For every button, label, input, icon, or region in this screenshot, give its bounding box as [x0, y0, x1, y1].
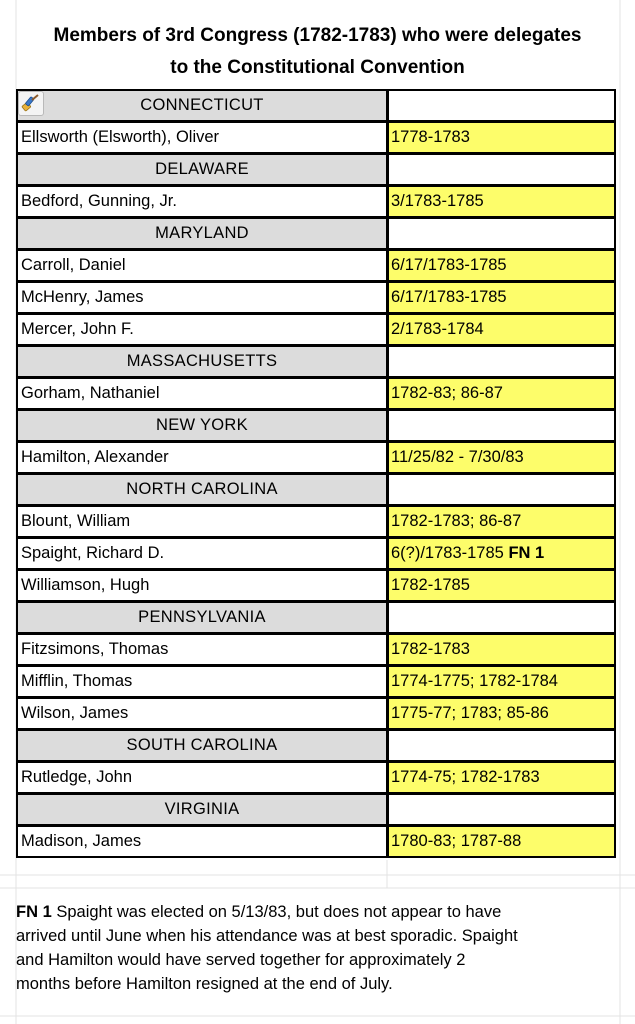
member-name-cell[interactable]: Spaight, Richard D.: [16, 537, 388, 570]
footnote-line-1: FN 1 Spaight was elected on 5/13/83, but does not appear to have: [16, 903, 502, 921]
table-row: [16, 825, 616, 858]
years-text: 1774-1775; 1782-1784: [391, 672, 558, 690]
years-cell[interactable]: [387, 281, 616, 314]
member-name-cell[interactable]: Williamson, Hugh: [16, 569, 388, 602]
member-name-cell[interactable]: Carroll, Daniel: [16, 249, 388, 282]
empty-cell[interactable]: [387, 729, 616, 762]
empty-cell[interactable]: [387, 217, 616, 250]
member-name-cell[interactable]: Gorham, Nathaniel: [16, 377, 388, 410]
footnote-reference: FN 1: [508, 544, 545, 562]
years-cell[interactable]: [387, 825, 616, 858]
empty-cell[interactable]: [387, 89, 616, 122]
years-cell[interactable]: [387, 697, 616, 730]
state-name-cell[interactable]: NORTH CAROLINA: [16, 473, 388, 506]
footnote-label: FN 1: [16, 903, 52, 921]
state-header-row: [16, 473, 616, 506]
paste-format-button[interactable]: [18, 91, 44, 116]
empty-cell[interactable]: [387, 409, 616, 442]
member-name-cell[interactable]: Madison, James: [16, 825, 388, 858]
table-row: [16, 505, 616, 538]
footnote-line-3: and Hamilton would have served together for approximately 2: [16, 951, 466, 969]
years-text: 1782-1783: [391, 640, 470, 658]
years-text: 11/25/82 - 7/30/83: [391, 448, 524, 466]
table-row: [16, 441, 616, 474]
member-name-cell[interactable]: Rutledge, John: [16, 761, 388, 794]
table-row: [16, 633, 616, 666]
member-name-cell[interactable]: Mercer, John F.: [16, 313, 388, 346]
years-text: 2/1783-1784: [391, 320, 484, 338]
state-header-row: [16, 89, 616, 122]
member-name-cell[interactable]: Ellsworth (Elsworth), Oliver: [16, 121, 388, 154]
years-cell[interactable]: [387, 761, 616, 794]
table-row: [16, 281, 616, 314]
state-header-row: [16, 217, 616, 250]
state-name-cell[interactable]: MARYLAND: [16, 217, 388, 250]
member-name-cell[interactable]: McHenry, James: [16, 281, 388, 314]
years-text: 1774-75; 1782-1783: [391, 768, 540, 786]
years-text: 3/1783-1785: [391, 192, 484, 210]
table-row: [16, 697, 616, 730]
years-cell[interactable]: [387, 185, 616, 218]
table-row: [16, 121, 616, 154]
table-row: [16, 185, 616, 218]
footnote-line-4: months before Hamilton resigned at the end of July.: [16, 975, 393, 993]
member-name-cell[interactable]: Mifflin, Thomas: [16, 665, 388, 698]
state-name-cell[interactable]: CONNECTICUT: [16, 89, 388, 122]
empty-cell[interactable]: [387, 345, 616, 378]
state-header-row: [16, 153, 616, 186]
footnote: [16, 900, 620, 996]
member-name-cell[interactable]: Wilson, James: [16, 697, 388, 730]
years-text: 1775-77; 1783; 85-86: [391, 704, 549, 722]
table-row: [16, 569, 616, 602]
years-cell[interactable]: [387, 313, 616, 346]
state-header-row: [16, 729, 616, 762]
member-name-cell[interactable]: Bedford, Gunning, Jr.: [16, 185, 388, 218]
member-name-cell[interactable]: Hamilton, Alexander: [16, 441, 388, 474]
years-cell[interactable]: [387, 249, 616, 282]
state-name-cell[interactable]: DELAWARE: [16, 153, 388, 186]
paintbrush-icon: [19, 92, 43, 115]
state-header-row: [16, 601, 616, 634]
state-name-cell[interactable]: PENNSYLVANIA: [16, 601, 388, 634]
years-cell[interactable]: [387, 569, 616, 602]
footnote-line-2: arrived until June when his attendance was at best sporadic. Spaight: [16, 927, 518, 945]
state-header-row: [16, 345, 616, 378]
state-name-cell[interactable]: MASSACHUSETTS: [16, 345, 388, 378]
title-line-1: Members of 3rd Congress (1782-1783) who were delegates: [53, 25, 582, 46]
member-name-cell[interactable]: Fitzsimons, Thomas: [16, 633, 388, 666]
table-row: [16, 665, 616, 698]
years-cell[interactable]: [387, 121, 616, 154]
state-name-cell[interactable]: NEW YORK: [16, 409, 388, 442]
state-name-cell[interactable]: VIRGINIA: [16, 793, 388, 826]
title-line-2: to the Constitutional Convention: [170, 57, 465, 78]
years-cell[interactable]: [387, 665, 616, 698]
member-name-cell[interactable]: Blount, William: [16, 505, 388, 538]
empty-cell[interactable]: [387, 793, 616, 826]
years-cell[interactable]: [387, 633, 616, 666]
empty-cell[interactable]: [387, 601, 616, 634]
years-text: 6/17/1783-1785: [391, 288, 507, 306]
table-row: [16, 313, 616, 346]
years-cell[interactable]: [387, 377, 616, 410]
state-header-row: [16, 409, 616, 442]
years-text: 1782-1785: [391, 576, 470, 594]
table-row: [16, 249, 616, 282]
page-title: [0, 20, 635, 84]
empty-cell[interactable]: [387, 153, 616, 186]
table-row: [16, 377, 616, 410]
years-cell[interactable]: [387, 505, 616, 538]
years-text: 1782-1783; 86-87: [391, 512, 522, 530]
state-header-row: [16, 793, 616, 826]
table-row: [16, 537, 616, 570]
years-text: 1780-83; 1787-88: [391, 832, 522, 850]
years-text: 6/17/1783-1785: [391, 256, 507, 274]
years-text: 6(?)/1783-1785: [391, 544, 504, 562]
years-cell[interactable]: [387, 537, 616, 570]
years-cell[interactable]: [387, 441, 616, 474]
years-text: 1778-1783: [391, 128, 470, 146]
empty-cell[interactable]: [387, 473, 616, 506]
state-name-cell[interactable]: SOUTH CAROLINA: [16, 729, 388, 762]
table-row: [16, 761, 616, 794]
years-text: 1782-83; 86-87: [391, 384, 503, 402]
